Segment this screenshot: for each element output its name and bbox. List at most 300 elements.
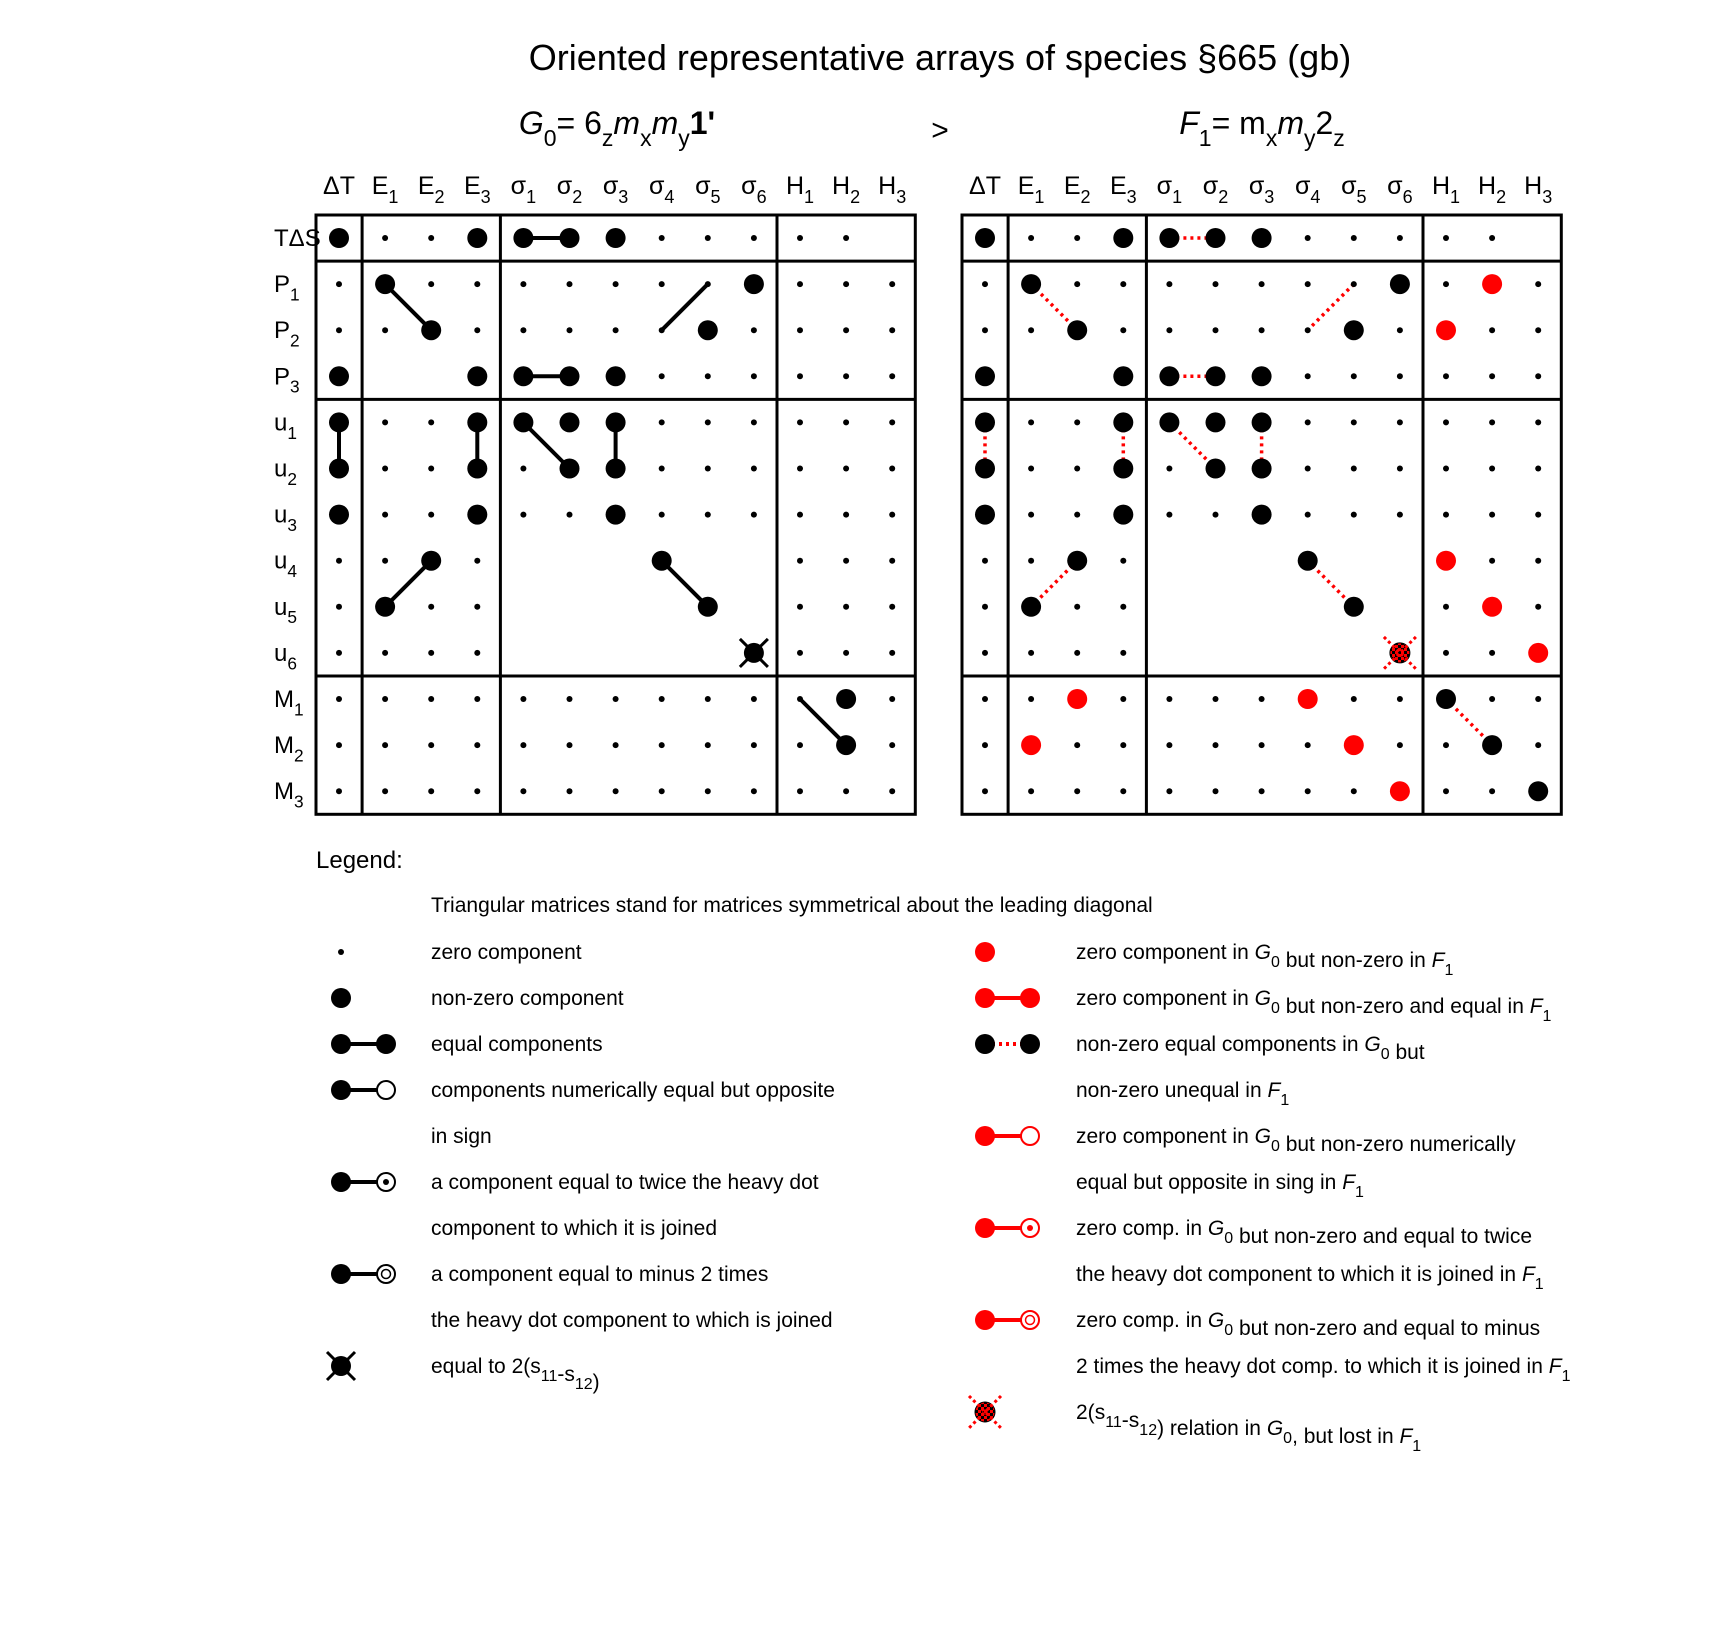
zero-component-dot	[474, 327, 480, 333]
zero-component-dot	[1443, 512, 1449, 518]
zero-component-dot	[1397, 512, 1403, 518]
zero-component-dot	[705, 419, 711, 425]
zero-component-dot	[982, 650, 988, 656]
legend-text: component to which it is joined	[431, 1217, 717, 1240]
zero-component-dot	[1305, 742, 1311, 748]
nonzero-component-dot	[560, 412, 580, 432]
zero-component-dot	[382, 558, 388, 564]
legend-dot-icon	[331, 1264, 351, 1284]
column-header-base: ΔT	[323, 172, 355, 200]
legend-text: zero comp. in $G_0$ but non-zero and equal to twice	[1076, 1217, 1533, 1248]
nonzero-component-dot	[698, 597, 718, 617]
zero-component-dot	[474, 742, 480, 748]
legend-text: in sign	[431, 1125, 492, 1148]
formula-part: x	[640, 125, 652, 151]
zero-component-dot	[336, 281, 342, 287]
zero-component-dot	[1028, 327, 1034, 333]
zero-component-dot	[982, 558, 988, 564]
legend-item-red-minus-two	[975, 1309, 1571, 1385]
legend-text: equal to $2(s_{11}-s_{12})$	[431, 1355, 600, 1394]
zero-component-dot	[1213, 281, 1219, 287]
zero-component-dot	[1443, 650, 1449, 656]
row-header	[274, 594, 297, 627]
zero-component-dot	[520, 512, 526, 518]
column-header-sub: 6	[756, 186, 767, 207]
column-header-base: E	[417, 172, 435, 200]
column-header-sub: 2	[434, 186, 445, 207]
zero-component-dot	[705, 281, 711, 287]
column-header-sub: 1	[804, 186, 815, 207]
zero-component-dot	[1028, 235, 1034, 241]
zero-component-dot	[1305, 235, 1311, 241]
legend-open-circle-icon	[377, 1081, 395, 1099]
nonzero-component-dot	[1344, 597, 1364, 617]
nonzero-component-dot	[329, 366, 349, 386]
row-header-sub: 1	[287, 422, 297, 443]
red-nonzero-dot	[1344, 735, 1364, 755]
nonzero-component-dot	[329, 459, 349, 479]
zero-component-dot	[1397, 235, 1403, 241]
zero-component-dot	[1120, 327, 1126, 333]
zero-component-dot	[1259, 696, 1265, 702]
zero-component-dot	[1074, 466, 1080, 472]
legend-text: a component equal to minus 2 times	[431, 1263, 769, 1286]
group-formula-g0	[519, 105, 715, 151]
column-header	[557, 172, 582, 207]
group-subscript: 0	[543, 125, 557, 151]
zero-component-dot	[889, 604, 895, 610]
nonzero-component-dot	[606, 228, 626, 248]
formula-text	[519, 105, 715, 151]
column-header-base: σ	[1156, 172, 1173, 200]
legend-dot-icon	[975, 1218, 995, 1238]
zero-component-dot	[428, 235, 434, 241]
column-header-sub: 1	[1450, 186, 1461, 207]
column-header	[418, 172, 445, 207]
zero-component-dot	[843, 373, 849, 379]
nonzero-component-dot	[1390, 274, 1410, 294]
legend-item-minus-two	[331, 1263, 833, 1332]
zero-component-dot	[1259, 281, 1265, 287]
zero-component-dot	[1535, 604, 1541, 610]
legend-item-big-dot	[331, 987, 624, 1010]
row-header-base: u	[274, 547, 288, 575]
zero-component-dot	[382, 466, 388, 472]
red-nonzero-dot	[1436, 320, 1456, 340]
zero-component-dot	[336, 742, 342, 748]
zero-component-dot	[705, 466, 711, 472]
zero-component-dot	[474, 650, 480, 656]
row-header-sub: 2	[287, 468, 297, 489]
column-header	[1478, 172, 1506, 207]
zero-component-dot	[336, 327, 342, 333]
legend-dot-icon	[975, 1034, 995, 1054]
zero-component-dot	[797, 512, 803, 518]
legend-small-dot-icon	[338, 949, 344, 955]
legend-dot-icon	[975, 1310, 995, 1330]
zero-component-dot	[520, 327, 526, 333]
formula-part: y	[1303, 125, 1316, 151]
column-header	[323, 172, 355, 200]
column-header-sub: 1	[1034, 186, 1045, 207]
zero-component-dot	[1535, 558, 1541, 564]
zero-component-dot	[1443, 235, 1449, 241]
nonzero-component-dot	[1528, 781, 1548, 801]
zero-component-dot	[567, 512, 573, 518]
zero-component-dot	[1351, 788, 1357, 794]
nonzero-component-dot	[467, 366, 487, 386]
zero-component-dot	[1535, 696, 1541, 702]
zero-component-dot	[1397, 327, 1403, 333]
row-header	[274, 640, 297, 673]
column-header-sub: 5	[710, 186, 721, 207]
column-header	[832, 172, 860, 207]
zero-component-dot	[336, 650, 342, 656]
zero-component-dot	[1213, 512, 1219, 518]
row-header	[274, 317, 300, 350]
zero-component-dot	[1443, 466, 1449, 472]
nonzero-component-dot	[467, 459, 487, 479]
zero-component-dot	[1489, 419, 1495, 425]
zero-component-dot	[889, 419, 895, 425]
zero-component-dot	[1074, 419, 1080, 425]
zero-component-dot	[1166, 788, 1172, 794]
legend-text: the heavy dot component to which it is joined in $F_1$	[1076, 1263, 1544, 1293]
zero-component-dot	[705, 373, 711, 379]
row-header-sub: 3	[290, 376, 300, 397]
column-header	[603, 172, 628, 207]
nonzero-component-dot	[1252, 505, 1272, 525]
nonzero-component-dot	[513, 366, 533, 386]
row-header-base: P	[274, 363, 291, 391]
zero-component-dot	[1120, 742, 1126, 748]
zero-component-dot	[428, 742, 434, 748]
zero-component-dot	[843, 558, 849, 564]
nonzero-component-dot	[1252, 459, 1272, 479]
row-header-base: u	[274, 639, 288, 667]
column-header-sub: 2	[572, 186, 583, 207]
legend-dot-icon	[975, 988, 995, 1008]
zero-component-dot	[613, 696, 619, 702]
column-header	[511, 172, 536, 207]
zero-component-dot	[1166, 742, 1172, 748]
nonzero-component-dot	[421, 320, 441, 340]
row-header-sub: 3	[287, 515, 297, 535]
nonzero-component-dot	[975, 459, 995, 479]
zero-component-dot	[705, 512, 711, 518]
zero-component-dot	[1120, 604, 1126, 610]
row-header	[274, 271, 300, 304]
red-nonzero-dot	[1298, 689, 1318, 709]
row-header-sub: 1	[290, 284, 300, 305]
formula-part: 2	[1315, 105, 1334, 141]
formula-part: 1'	[689, 105, 716, 141]
column-header-sub: 1	[526, 186, 537, 207]
legend-text: a component equal to twice the heavy dot	[431, 1171, 819, 1194]
nonzero-component-dot	[1067, 551, 1087, 571]
zero-component-dot	[705, 788, 711, 794]
matrix-g0	[274, 172, 915, 814]
zero-component-dot	[659, 235, 665, 241]
zero-component-dot	[1074, 604, 1080, 610]
zero-component-dot	[1535, 281, 1541, 287]
nonzero-component-dot	[1298, 551, 1318, 571]
zero-component-dot	[843, 512, 849, 518]
zero-component-dot	[797, 327, 803, 333]
nonzero-component-dot	[652, 551, 672, 571]
zero-component-dot	[1074, 788, 1080, 794]
legend-item-small-dot	[338, 941, 582, 964]
zero-component-dot	[751, 419, 757, 425]
red-nonzero-dot	[1390, 781, 1410, 801]
legend-item-red-dot	[975, 941, 1453, 979]
zero-component-dot	[797, 281, 803, 287]
zero-component-dot	[1489, 327, 1495, 333]
nonzero-component-dot	[1113, 366, 1133, 386]
group-subscript: 1	[1198, 125, 1212, 151]
legend-dot-icon	[975, 1126, 995, 1146]
column-header-base: σ	[1341, 172, 1357, 200]
zero-component-dot	[1028, 466, 1034, 472]
formula-part: z	[1333, 125, 1345, 151]
zero-component-dot	[1166, 696, 1172, 702]
zero-component-dot	[1213, 696, 1219, 702]
legend-dot-icon	[331, 1172, 351, 1192]
row-header-base: M	[274, 732, 294, 760]
nonzero-component-dot	[836, 735, 856, 755]
zero-component-dot	[428, 419, 434, 425]
row-header	[274, 778, 304, 811]
red-nonzero-dot	[1436, 551, 1456, 571]
column-header	[695, 172, 720, 207]
red-nonzero-dot	[1482, 597, 1502, 617]
zero-component-dot	[1397, 466, 1403, 472]
nonzero-component-dot	[606, 366, 626, 386]
zero-component-dot	[843, 281, 849, 287]
nonzero-component-dot	[1113, 505, 1133, 525]
zero-component-dot	[1213, 327, 1219, 333]
zero-component-dot	[659, 742, 665, 748]
zero-component-dot	[751, 742, 757, 748]
zero-component-dot	[889, 650, 895, 656]
nonzero-component-dot	[1252, 366, 1272, 386]
zero-component-dot	[1397, 742, 1403, 748]
zero-component-dot	[1259, 742, 1265, 748]
formula-part: z	[601, 125, 614, 151]
zero-component-dot	[336, 788, 342, 794]
zero-component-dot	[1120, 558, 1126, 564]
zero-component-dot	[797, 742, 803, 748]
column-header	[464, 172, 491, 207]
zero-component-dot	[474, 281, 480, 287]
zero-component-dot	[1489, 466, 1495, 472]
column-header-base: H	[1431, 172, 1451, 200]
column-header-sub: 3	[1542, 186, 1553, 207]
legend-text: non-zero component	[431, 987, 624, 1010]
column-header-sub: 3	[1126, 186, 1137, 207]
column-header-sub: 1	[388, 186, 399, 207]
nonzero-component-dot	[1206, 228, 1226, 248]
formula-part: = 6	[556, 105, 602, 141]
zero-component-dot	[889, 327, 895, 333]
zero-component-dot	[1351, 512, 1357, 518]
zero-component-dot	[889, 373, 895, 379]
column-header	[1295, 172, 1320, 207]
legend-red-dot-icon	[975, 942, 995, 962]
row-header-base: u	[274, 593, 288, 621]
column-header-base: ΔT	[969, 172, 1001, 200]
zero-component-dot	[1443, 788, 1449, 794]
zero-component-dot	[520, 466, 526, 472]
column-header-sub: 3	[618, 186, 629, 207]
nonzero-component-dot	[1021, 274, 1041, 294]
zero-component-dot	[1397, 373, 1403, 379]
zero-component-dot	[843, 604, 849, 610]
nonzero-component-dot	[560, 459, 580, 479]
column-header-base: σ	[695, 172, 711, 200]
zero-component-dot	[1351, 419, 1357, 425]
row-header-sub: 1	[294, 699, 304, 720]
zero-component-dot	[889, 512, 895, 518]
nonzero-component-dot	[1206, 366, 1226, 386]
legend-intro: Triangular matrices stand for matrices symmetrical about the leading diagonal	[431, 894, 1153, 917]
nonzero-component-dot	[467, 412, 487, 432]
legend-dot-icon	[331, 1034, 351, 1054]
zero-component-dot	[1305, 512, 1311, 518]
zero-component-dot	[889, 742, 895, 748]
zero-component-dot	[1443, 419, 1449, 425]
legend-text: equal components	[431, 1033, 603, 1056]
nonzero-component-dot	[698, 320, 718, 340]
zero-component-dot	[1259, 327, 1265, 333]
nonzero-component-dot	[975, 228, 995, 248]
row-header	[274, 502, 297, 535]
row-header-sub: 4	[287, 561, 297, 582]
zero-component-dot	[751, 327, 757, 333]
zero-component-dot	[1074, 512, 1080, 518]
zero-component-dot	[1489, 373, 1495, 379]
zero-component-dot	[843, 466, 849, 472]
column-header-base: H	[878, 172, 897, 200]
row-header-base: P	[274, 317, 291, 345]
zero-component-dot	[382, 235, 388, 241]
zero-component-dot	[1397, 419, 1403, 425]
legend-item-equal	[331, 1033, 603, 1056]
column-header-base: H	[785, 172, 805, 200]
column-header-base: σ	[1294, 172, 1311, 200]
zero-component-dot	[474, 788, 480, 794]
zero-component-dot	[843, 235, 849, 241]
zero-component-dot	[1305, 788, 1311, 794]
column-header-sub: 2	[1496, 186, 1507, 207]
column-header	[1110, 172, 1137, 207]
formula-part: y	[678, 125, 690, 151]
legend-item-red-equal	[975, 987, 1552, 1025]
zero-component-dot	[567, 327, 573, 333]
zero-component-dot	[1120, 788, 1126, 794]
zero-component-dot	[1305, 327, 1311, 333]
zero-component-dot	[382, 327, 388, 333]
zero-component-dot	[843, 327, 849, 333]
zero-component-dot	[751, 512, 757, 518]
column-header-sub: 3	[480, 186, 491, 207]
zero-component-dot	[1489, 788, 1495, 794]
zero-component-dot	[336, 558, 342, 564]
zero-component-dot	[567, 696, 573, 702]
zero-component-dot	[751, 696, 757, 702]
zero-component-dot	[659, 373, 665, 379]
row-header-sub: 5	[287, 607, 297, 628]
nonzero-component-dot	[1206, 459, 1226, 479]
zero-component-dot	[797, 419, 803, 425]
legend-ring-center-icon	[1027, 1225, 1033, 1231]
legend-item-twice	[331, 1171, 819, 1240]
legend-ring-center-icon	[383, 1179, 389, 1185]
zero-component-dot	[1535, 419, 1541, 425]
legend-open-circle-icon	[1021, 1127, 1039, 1145]
row-header	[274, 409, 297, 442]
legend-dot-icon	[1020, 988, 1040, 1008]
column-header-base: E	[463, 172, 481, 200]
zero-component-dot	[659, 327, 665, 333]
column-header-sub: 6	[1402, 186, 1413, 207]
column-header-sub: 1	[1172, 186, 1183, 207]
zero-component-dot	[1535, 466, 1541, 472]
zero-component-dot	[1535, 512, 1541, 518]
nonzero-component-dot	[1436, 689, 1456, 709]
nonzero-component-dot	[1113, 459, 1133, 479]
legend-text: the heavy dot component to which is joined	[431, 1309, 833, 1332]
zero-component-dot	[613, 327, 619, 333]
zero-component-dot	[705, 742, 711, 748]
diagram-title: Oriented representative arrays of species §665 (gb)	[528, 37, 1352, 78]
zero-component-dot	[1351, 466, 1357, 472]
zero-component-dot	[1074, 281, 1080, 287]
nonzero-component-dot	[744, 274, 764, 294]
zero-component-dot	[428, 696, 434, 702]
legend-text: 2 times the heavy dot comp. to which it is joined in $F_1$	[1076, 1355, 1571, 1385]
zero-component-dot	[1259, 788, 1265, 794]
zero-component-dot	[659, 512, 665, 518]
zero-component-dot	[1305, 373, 1311, 379]
legend-inner-ring-icon	[1026, 1316, 1035, 1325]
zero-component-dot	[1213, 788, 1219, 794]
zero-component-dot	[1489, 235, 1495, 241]
legend-text: zero component in $G_0$ but non-zero and equal in $F_1$	[1076, 987, 1552, 1025]
zero-component-dot	[1443, 604, 1449, 610]
column-header	[969, 172, 1001, 200]
column-header-sub: 2	[1080, 186, 1091, 207]
row-header	[274, 456, 297, 489]
formula-part: m	[1277, 105, 1304, 141]
column-header	[1387, 172, 1412, 207]
column-header	[1203, 172, 1228, 207]
zero-component-dot	[751, 235, 757, 241]
legend-text: equal but opposite in sing in $F_1$	[1076, 1171, 1364, 1201]
column-header	[878, 172, 906, 207]
zero-component-dot	[889, 788, 895, 794]
zero-component-dot	[382, 696, 388, 702]
column-header-base: E	[371, 172, 389, 200]
legend-text: components numerically equal but opposite	[431, 1079, 835, 1102]
relation-symbol: >	[931, 114, 949, 147]
nonzero-component-dot	[560, 366, 580, 386]
matrix-f1	[962, 172, 1561, 814]
zero-component-dot	[797, 650, 803, 656]
column-header-base: σ	[556, 172, 573, 200]
zero-component-dot	[1351, 696, 1357, 702]
nonzero-component-dot	[1206, 412, 1226, 432]
